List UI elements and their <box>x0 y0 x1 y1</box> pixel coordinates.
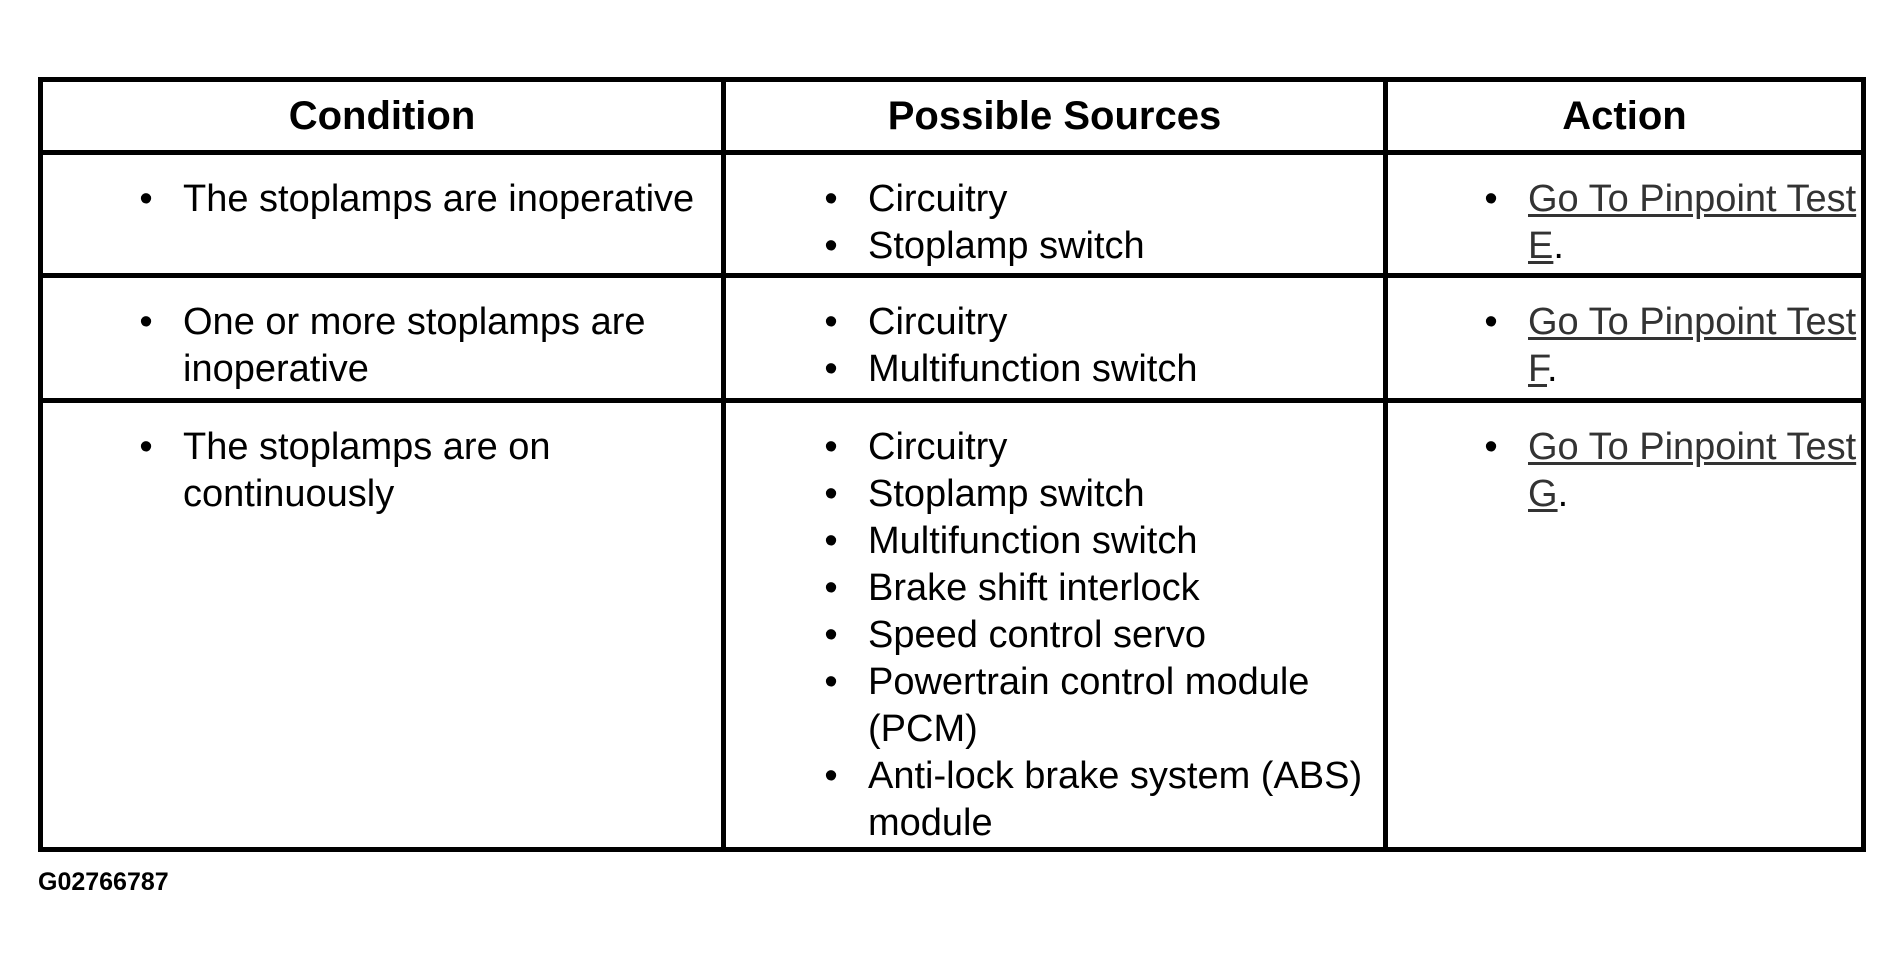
list-item <box>824 612 1383 659</box>
action-list <box>1484 424 1861 518</box>
action-suffix: . <box>1553 225 1564 267</box>
action-list <box>1484 176 1861 270</box>
pinpoint-test-g-link[interactable]: Go To Pinpoint Test G <box>1528 426 1857 515</box>
bullet-icon: • <box>824 567 838 609</box>
list-item <box>824 659 1383 753</box>
bullet-icon: • <box>1484 178 1498 220</box>
bullet-icon: • <box>824 614 838 656</box>
diagnostic-table <box>38 77 1866 852</box>
source-text: Circuitry <box>868 301 1008 343</box>
header-row <box>41 80 1864 153</box>
bullet-icon: • <box>824 301 838 343</box>
list-item <box>824 346 1383 393</box>
action-cell <box>1386 401 1864 850</box>
condition-list <box>139 176 721 223</box>
figure-code: G02766787 <box>38 868 169 896</box>
table-row <box>41 401 1864 850</box>
condition-cell <box>41 153 724 276</box>
header-condition: Condition <box>41 80 724 153</box>
list-item <box>824 471 1383 518</box>
condition-list <box>139 299 721 393</box>
bullet-icon: • <box>824 755 838 797</box>
condition-list <box>139 424 721 518</box>
source-text: Multifunction switch <box>868 348 1198 390</box>
source-text: Speed control servo <box>868 614 1206 656</box>
bullet-icon: • <box>824 348 838 390</box>
bullet-icon: • <box>139 301 153 343</box>
header-possible-sources: Possible Sources <box>724 80 1386 153</box>
header-action: Action <box>1386 80 1864 153</box>
bullet-icon: • <box>824 473 838 515</box>
sources-list <box>824 299 1383 393</box>
bullet-icon: • <box>1484 426 1498 468</box>
source-text: Anti-lock brake system (ABS) module <box>868 755 1363 844</box>
source-text: Stoplamp switch <box>868 473 1145 515</box>
list-item <box>824 223 1383 270</box>
list-item <box>824 518 1383 565</box>
condition-text: The stoplamps are on continuously <box>183 426 551 515</box>
bullet-icon: • <box>1484 301 1498 343</box>
action-cell <box>1386 153 1864 276</box>
source-text: Brake shift interlock <box>868 567 1200 609</box>
bullet-icon: • <box>139 178 153 220</box>
source-text: Circuitry <box>868 426 1008 468</box>
list-item <box>824 176 1383 223</box>
list-item <box>824 424 1383 471</box>
bullet-icon: • <box>824 178 838 220</box>
bullet-icon: • <box>824 661 838 703</box>
sources-list <box>824 176 1383 270</box>
pinpoint-test-f-link[interactable]: Go To Pinpoint Test F <box>1528 301 1857 390</box>
action-suffix: . <box>1557 473 1569 515</box>
source-text: Stoplamp switch <box>868 225 1145 267</box>
list-item <box>139 424 721 518</box>
condition-cell <box>41 401 724 850</box>
list-item <box>1484 176 1861 270</box>
list-item <box>824 299 1383 346</box>
condition-text: One or more stoplamps are inoperative <box>183 301 646 390</box>
bullet-icon: • <box>824 520 838 562</box>
action-cell <box>1386 276 1864 401</box>
list-item <box>139 176 721 223</box>
sources-cell <box>724 153 1386 276</box>
sources-cell <box>724 276 1386 401</box>
source-text: Powertrain control module (PCM) <box>868 661 1310 750</box>
bullet-icon: • <box>139 426 153 468</box>
table-row <box>41 276 1864 401</box>
bullet-icon: • <box>824 426 838 468</box>
source-text: Circuitry <box>868 178 1008 220</box>
condition-text: The stoplamps are inoperative <box>183 178 695 220</box>
condition-cell <box>41 276 724 401</box>
action-list <box>1484 299 1861 393</box>
list-item <box>824 753 1383 847</box>
list-item <box>1484 424 1861 518</box>
bullet-icon: • <box>824 225 838 267</box>
list-item <box>1484 299 1861 393</box>
list-item <box>824 565 1383 612</box>
sources-list <box>824 424 1383 847</box>
source-text: Multifunction switch <box>868 520 1198 562</box>
table-row <box>41 153 1864 276</box>
list-item <box>139 299 721 393</box>
sources-cell <box>724 401 1386 850</box>
action-suffix: . <box>1547 348 1558 390</box>
pinpoint-test-e-link[interactable]: Go To Pinpoint Test E <box>1528 178 1857 267</box>
